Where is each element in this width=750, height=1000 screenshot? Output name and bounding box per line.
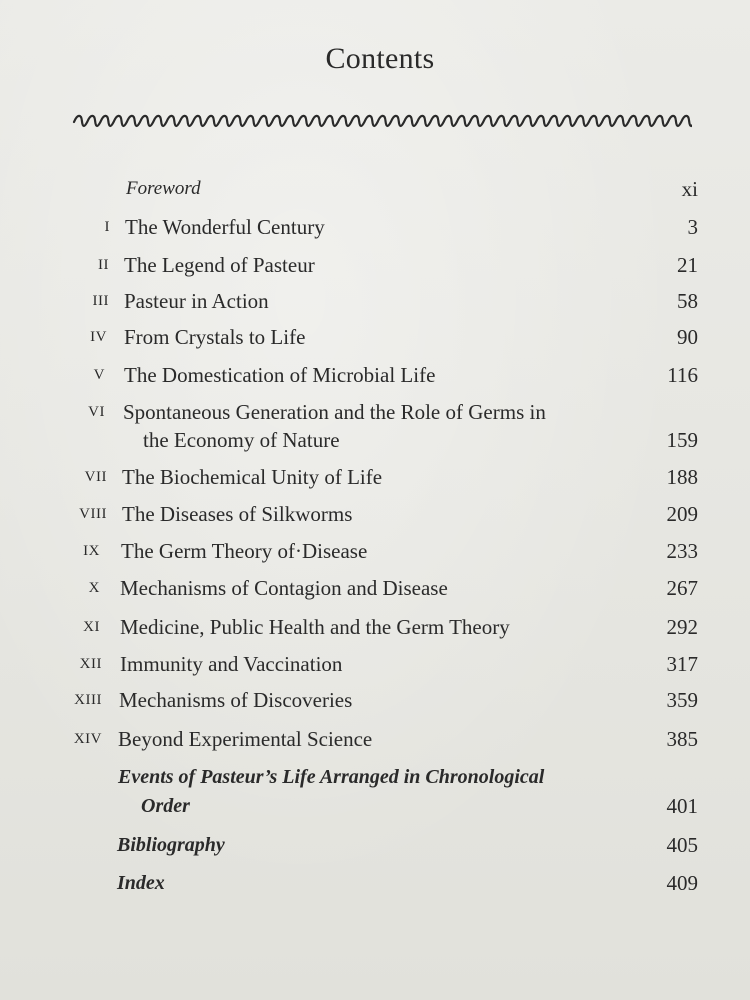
entry-title: Mechanisms of Contagion and Disease [120, 576, 448, 600]
chapter-numeral: I [104, 219, 110, 235]
chapter-numeral: VII [84, 469, 107, 485]
entry-title: Events of Pasteur’s Life Arranged in Chronological [118, 766, 545, 788]
entry-title-continuation: Order [141, 795, 190, 817]
entry-title: Pasteur in Action [124, 289, 269, 313]
entry-title: Foreword [126, 178, 201, 199]
entry-title: The Domestication of Microbial Life [124, 363, 436, 387]
entry-page-number: 58 [677, 289, 698, 313]
entry-page-number: 409 [666, 871, 698, 895]
entry-page-number: 209 [666, 502, 698, 526]
entry-page-number: 385 [666, 727, 698, 751]
entry-page-number: 3 [687, 215, 698, 239]
chapter-numeral: XII [79, 656, 102, 672]
entry-page-number: 405 [666, 833, 698, 857]
entry-title: The Legend of Pasteur [124, 253, 315, 277]
entry-title: The Diseases of Silkworms [122, 502, 353, 526]
chapter-numeral: XIV [73, 731, 102, 747]
entry-title-continuation: the Economy of Nature [143, 428, 340, 452]
entry-page-number: 90 [677, 325, 698, 349]
entry-page-number: 116 [667, 363, 698, 387]
entry-page-number: 159 [666, 428, 698, 452]
chapter-numeral: XI [83, 619, 100, 635]
chapter-numeral: VI [88, 404, 105, 420]
entry-page-number: xi [681, 177, 698, 201]
entry-title: Mechanisms of Discoveries [119, 688, 353, 712]
entry-page-number: 21 [677, 253, 698, 277]
entry-title: Immunity and Vaccination [120, 652, 343, 676]
entry-title: Beyond Experimental Science [118, 727, 373, 751]
entry-title: Spontaneous Generation and the Role of Germs in [123, 400, 546, 424]
entry-page-number: 317 [666, 652, 698, 676]
chapter-numeral: VIII [79, 506, 107, 522]
entry-page-number: 292 [666, 615, 698, 639]
chapter-numeral: II [98, 257, 109, 273]
entry-page-number: 401 [666, 794, 698, 818]
entry-title: From Crystals to Life [124, 325, 306, 349]
entry-title: The Wonderful Century [125, 215, 325, 239]
chapter-numeral: III [92, 293, 109, 309]
chapter-numeral: X [88, 580, 100, 596]
chapter-numeral: IV [90, 329, 107, 345]
entry-title: Bibliography [117, 834, 225, 856]
entry-title: The Biochemical Unity of Life [122, 465, 383, 489]
entry-page-number: 267 [666, 576, 698, 600]
entry-page-number: 233 [666, 539, 698, 563]
chapter-numeral: V [93, 367, 105, 383]
entry-page-number: 359 [666, 688, 698, 712]
entry-title: Index [117, 872, 165, 894]
entry-page-number: 188 [666, 465, 698, 489]
entry-title: Medicine, Public Health and the Germ Theory [120, 615, 510, 639]
chapter-numeral: XIII [74, 692, 102, 708]
entry-title: The Germ Theory of·Disease [121, 539, 368, 563]
page-title: Contents [325, 42, 435, 75]
chapter-numeral: IX [83, 543, 100, 559]
